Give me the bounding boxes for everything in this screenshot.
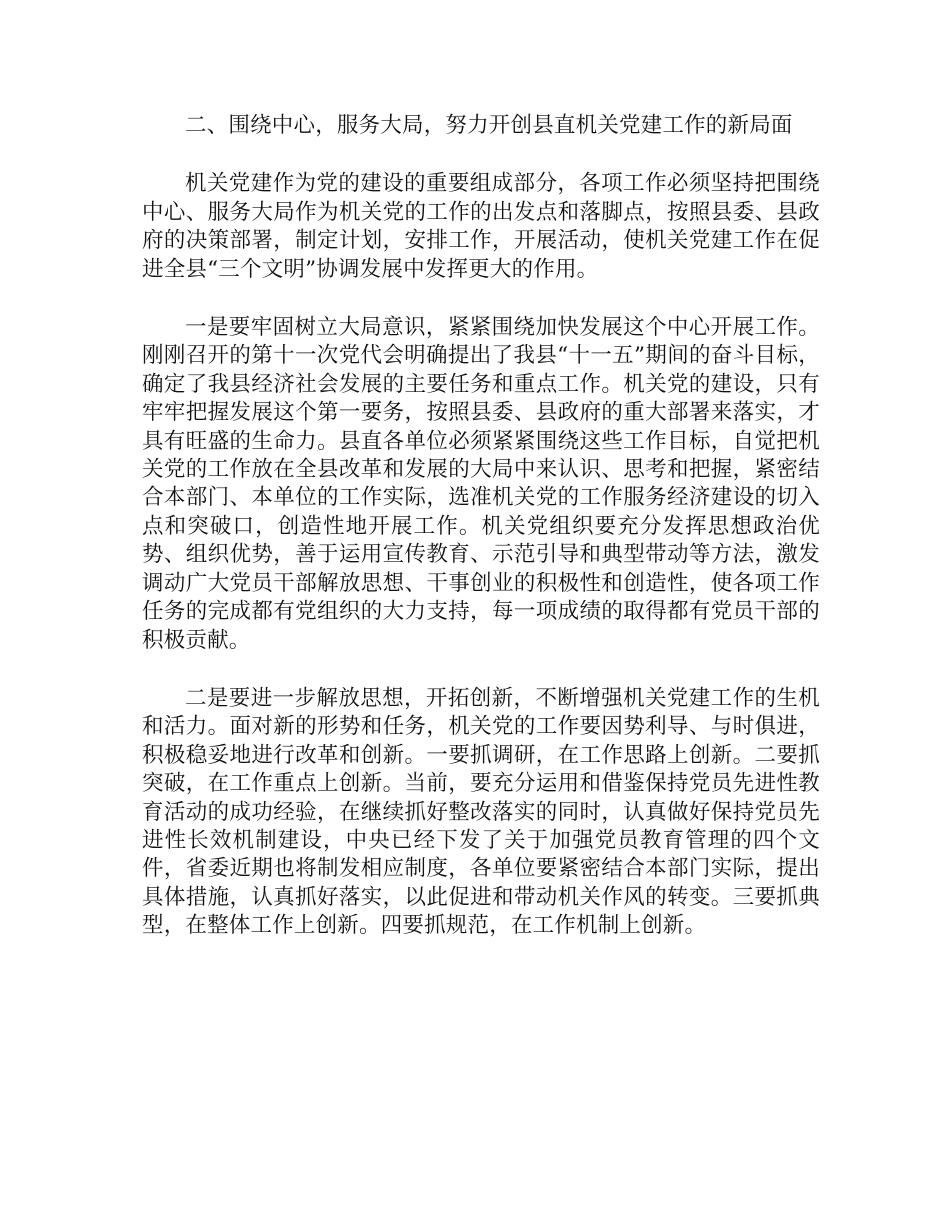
paragraph-2: 一是要牢固树立大局意识，紧紧围绕加快发展这个中心开展工作。刚刚召开的第十一次党代会明确提出了我县“十一五”期间的奋斗目标，确定了我县经济社会发展的主要任务和重点工作。机关党的建设，只有牢牢把握发展这个第一要务，按照县委、县政府的重大部署来落实，才具有旺盛的生命力。县直各单位必须紧紧围绕这些工作目标，自觉把机关党的工作放在全县改革和发展的大局中来认识、思考和把握，紧密结合本部门、本单位的工作实际，选准机关党的工作服务经济建设的切入点和突破口，创造性地开展工作。机关党组织要充分发挥思想政治优势、组织优势，善于运用宣传教育、示范引导和典型带动等方法，激发调动广大党员干部解放思想、干事创业的积极性和创造性，使各项工作任务的完成都有党组织的大力支持，每一项成绩的取得都有党员干部的积极贡献。 <box>142 315 820 653</box>
section-heading: 二、围绕中心，服务大局，努力开创县直机关党建工作的新局面 <box>185 113 793 138</box>
paragraph-1: 机关党建作为党的建设的重要组成部分，各项工作必须坚持把围绕中心、服务大局作为机关党的工作的出发点和落脚点，按照县委、县政府的决策部署，制定计划，安排工作，开展活动，使机关党建工作在促进全县“三个文明”协调发展中发挥更大的作用。 <box>142 171 820 282</box>
paragraph-3: 二是要进一步解放思想，开拓创新，不断增强机关党建工作的生机和活力。面对新的形势和任务，机关党的工作要因势利导、与时俱进，积极稳妥地进行改革和创新。一要抓调研，在工作思路上创新。二要抓突破，在工作重点上创新。当前，要充分运用和借鉴保持党员先进性教育活动的成功经验，在继续抓好整改落实的同时，认真做好保持党员先进性长效机制建设，中央已经下发了关于加强党员教育管理的四个文件，省委近期也将制发相应制度，各单位要紧密结合本部门实际，提出具体措施，认真抓好落实，以此促进和带动机关作风的转变。三要抓典型，在整体工作上创新。四要抓规范，在工作机制上创新。 <box>142 685 820 939</box>
